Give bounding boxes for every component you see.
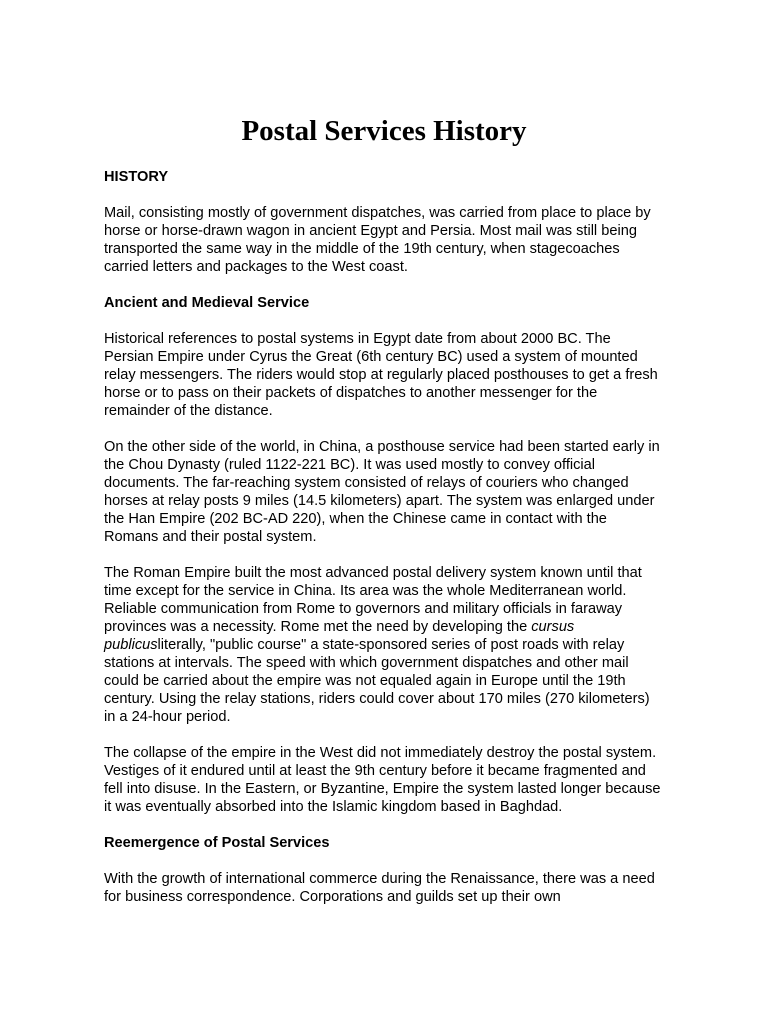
paragraph-china: On the other side of the world, in China, a posthouse service had been started early in the Chou Dynasty (ruled 1122-221 BC). It was used mostly to convey official documents. The far-reaching system consisted of relays of couriers who changed horses at relay posts 9 miles (14.5 kilometers) apart. The system was enlarged under the Han Empire (202 BC-AD 220), when the Chinese came in contact with the Romans and their postal system. bbox=[104, 439, 660, 545]
document-page bbox=[104, 0, 664, 924]
paragraph-egypt-persia: Historical references to postal systems in Egypt date from about 2000 BC. The Persian Empire under Cyrus the Great (6th century BC) used a system of mounted relay messengers. The riders would stop at regularly placed posthouses to get a fresh horse or to pass on their packets of dispatches to another messenger for the remainder of the distance. bbox=[104, 331, 658, 419]
paragraph-renaissance: With the growth of international commerce during the Renaissance, there was a need for business correspondence. Corporations and guilds set up their own bbox=[104, 871, 655, 905]
cursus-publicus-term: cursus publicus bbox=[104, 619, 575, 653]
page-title: Postal Services History bbox=[241, 115, 527, 147]
paragraph-roman-empire bbox=[104, 564, 664, 726]
paragraph-collapse: The collapse of the empire in the West did not immediately destroy the postal system. Vestiges of it endured until at least the 9th century before it became fragmented and fell into disuse. In the Eastern, or Byzantine, Empire the system lasted longer because it was eventually absorbed into the Islamic kingdom based in Baghdad. bbox=[104, 745, 661, 815]
subheading-ancient-medieval: Ancient and Medieval Service bbox=[104, 295, 310, 311]
section-heading-history: HISTORY bbox=[104, 169, 169, 185]
paragraph-roman-empire-part2: literally, "public course" a state-sponsored series of post roads with relay stations at intervals. The speed with which government dispatches and other mail could be carried about the empire was not equaled again in Europe until the 19th century. Using the relay stations, riders could cover about 170 miles (270 kilometers) in a 24-hour period. bbox=[104, 637, 650, 725]
paragraph-roman-empire-part1: The Roman Empire built the most advanced postal delivery system known until that time except for the service in China. Its area was the whole Mediterranean world. Reliable communication from Rome to governors and military officials in faraway provinces was a necessity. Rome met the need by developing the bbox=[104, 565, 642, 635]
subheading-reemergence: Reemergence of Postal Services bbox=[104, 835, 330, 851]
paragraph-intro: Mail, consisting mostly of government dispatches, was carried from place to place by horse or horse-drawn wagon in ancient Egypt and Persia. Most mail was still being transported the same way in the middle of the 19th century, when stagecoaches carried letters and packages to the West coast. bbox=[104, 205, 651, 275]
